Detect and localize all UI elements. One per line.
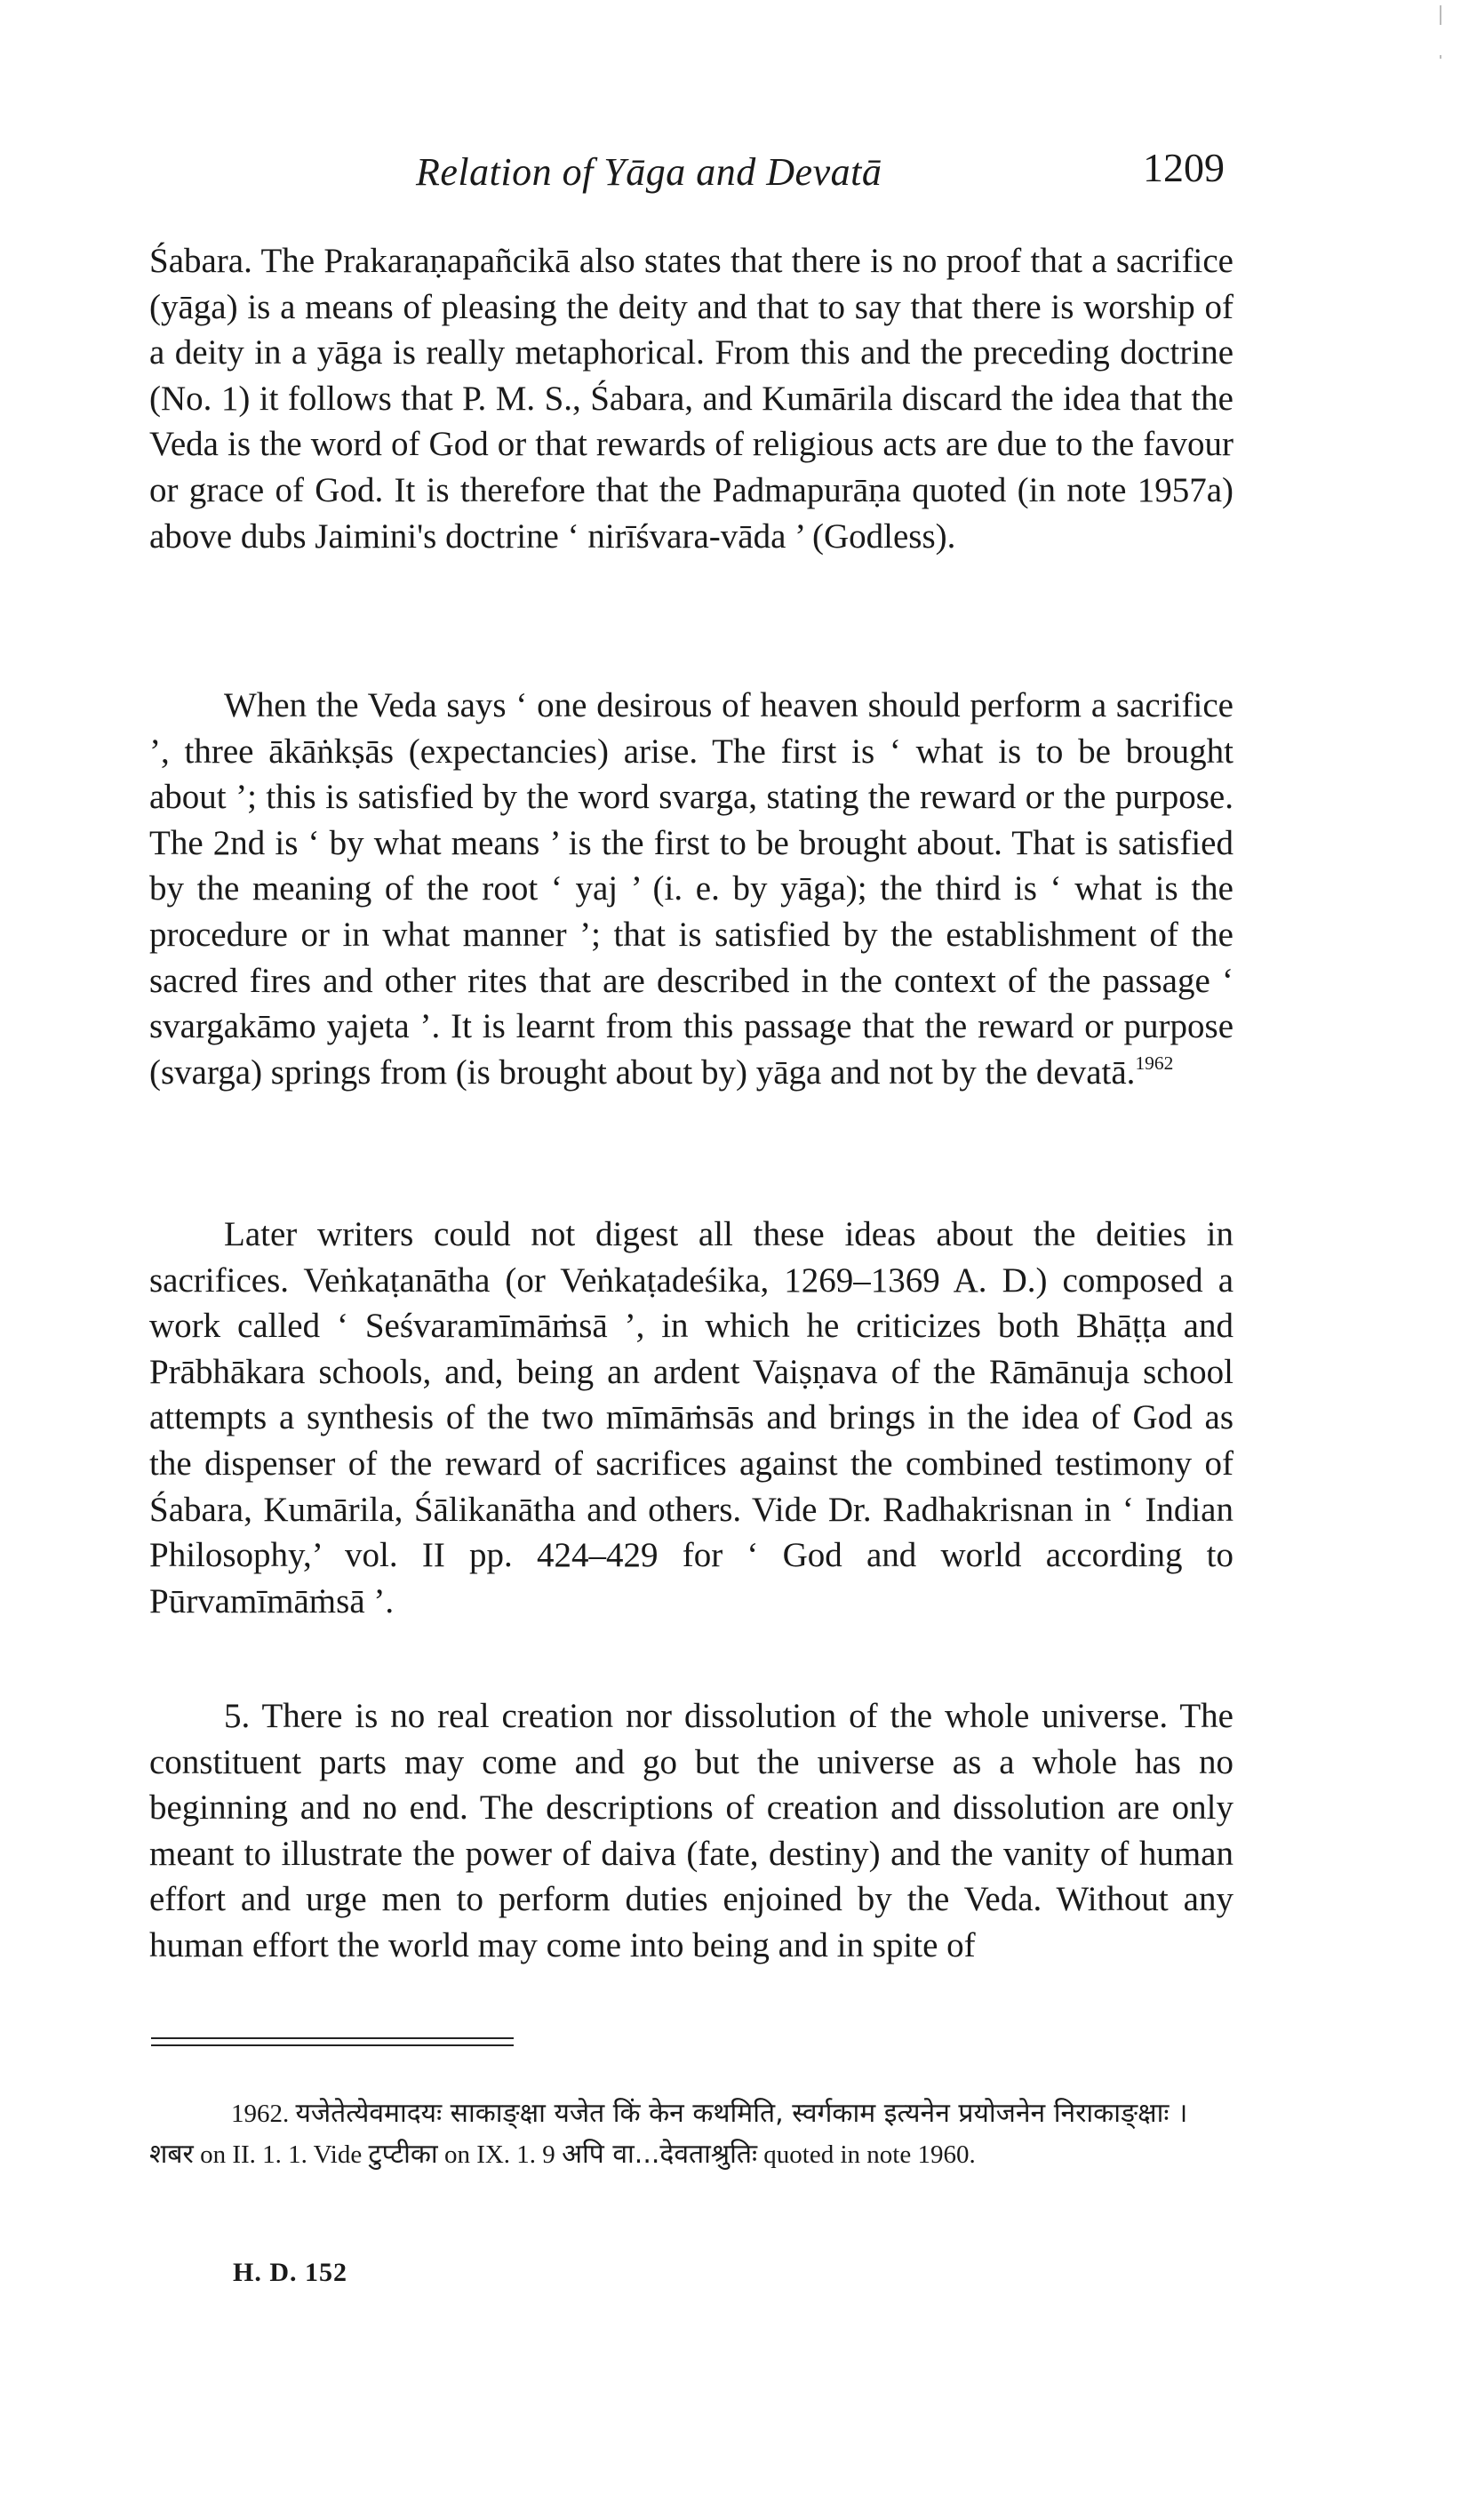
paragraph-text: 5. There is no real creation nor dissolution of the whole universe. The constituent parts may come and go but the universe as a whole has no beginning and no end. The descriptions of creation and dissolution are only meant to illustrate the power of daiva (fate, destiny) and the vanity of human effort and urge men to perform duties enjoined by the Veda. Without any human effort the world may come into being and in spite of (149, 1697, 1233, 1964)
footnote-sanskrit: यजेतेत्येवमादयः साकाङ्क्षा यजेत किं केन कथमिति, स्वर्गकाम इत्यनेन प्रयोजनेन निराकाङ्क्षाः । शबर (149, 2098, 1188, 2170)
footnote-text: on II. 1. 1. Vide (193, 2140, 369, 2169)
paragraph-text: Śabara. The Prakaraṇapañcikā also states that there is no proof that a sacrifice (yāga) is a means of pleasing the deity and that to say that there is worship of a deity in a yāga is really metaphorical. From this and the preceding doctrine (No. 1) it follows that P. M. S., Śabara, and Kumārila discard the idea that the Veda is the word of God or that rewards of religious acts are due to the favour or grace of God. It is therefore that the Padmapurāṇa quoted (in note 1957a) above dubs Jaimini's doctrine ‘ nirīśvara-vāda ’ (Godless). (149, 242, 1233, 556)
paragraph (149, 1212, 1233, 1624)
paragraph-body: When the Veda says ‘ one desirous of heaven should perform a sacrifice ’, three ākāṅkṣās (expectancies) arise. The first is ‘ what is to be brought about ’; this is satisfied by the word svarga, stating the reward or the purpose. The 2nd is ‘ by what means ’ is the first to be brought about. That is satisfied by the meaning of the root ‘ yaj ’ (i. e. by yāga); the third is ‘ what is the procedure or in what manner ’; that is satisfied by the establishment of the sacred fires and other rites that are described in the context of the passage ‘ svargakāmo yajeta ’. It is learnt from this passage that the reward or purpose (svarga) springs from (is brought about by) yāga and not by the devatā. (149, 686, 1233, 1092)
page-number: 1209 (1143, 145, 1225, 190)
paragraph-text: Later writers could not digest all these ideas about the deities in sacrifices. Veṅkaṭanātha (or Veṅkaṭadeśika, 1269–1369 A. D.) composed a work called ‘ Seśvaramīmāṁsā ’, in which he criticizes both Bhāṭṭa and Prābhākara schools, and, being an ardent Vaiṣṇava of the Rāmānuja school attempts a synthesis of the two mīmāṁsās and brings in the idea of God as the dispenser of the reward of sacrifices against the combined testimony of Śabara, Kumārila, Śālikanātha and others. Vide Dr. Radhakrisnan in ‘ Indian Philosophy,’ vol. II pp. 424–429 for ‘ God and world according to Pūrvamīmāṁsā ’. (149, 1215, 1233, 1620)
paragraph (149, 1693, 1233, 1969)
scan-mark (1440, 5, 1441, 25)
running-head: Relation of Yāga and Devatā (416, 150, 882, 194)
footnote-sanskrit: टुप्टीका (368, 2139, 438, 2170)
paragraph (149, 683, 1233, 1095)
paragraph (149, 238, 1233, 559)
footnote-text: quoted in note 1960. (757, 2140, 976, 2169)
footnote (149, 2093, 1238, 2175)
footnote-divider (151, 2037, 514, 2039)
paragraph-text (149, 683, 1233, 1095)
footnote-sanskrit: अपि वा...देवताश्रुतिः (562, 2139, 758, 2170)
footnote-divider (151, 2044, 514, 2046)
footnote-reference[interactable]: 1962 (1135, 1052, 1174, 1074)
footnote-text: on IX. 1. 9 (437, 2140, 563, 2169)
footnote-number: 1962. (231, 2100, 290, 2128)
scan-mark (1440, 55, 1441, 59)
signature-mark: H. D. 152 (233, 2258, 347, 2287)
